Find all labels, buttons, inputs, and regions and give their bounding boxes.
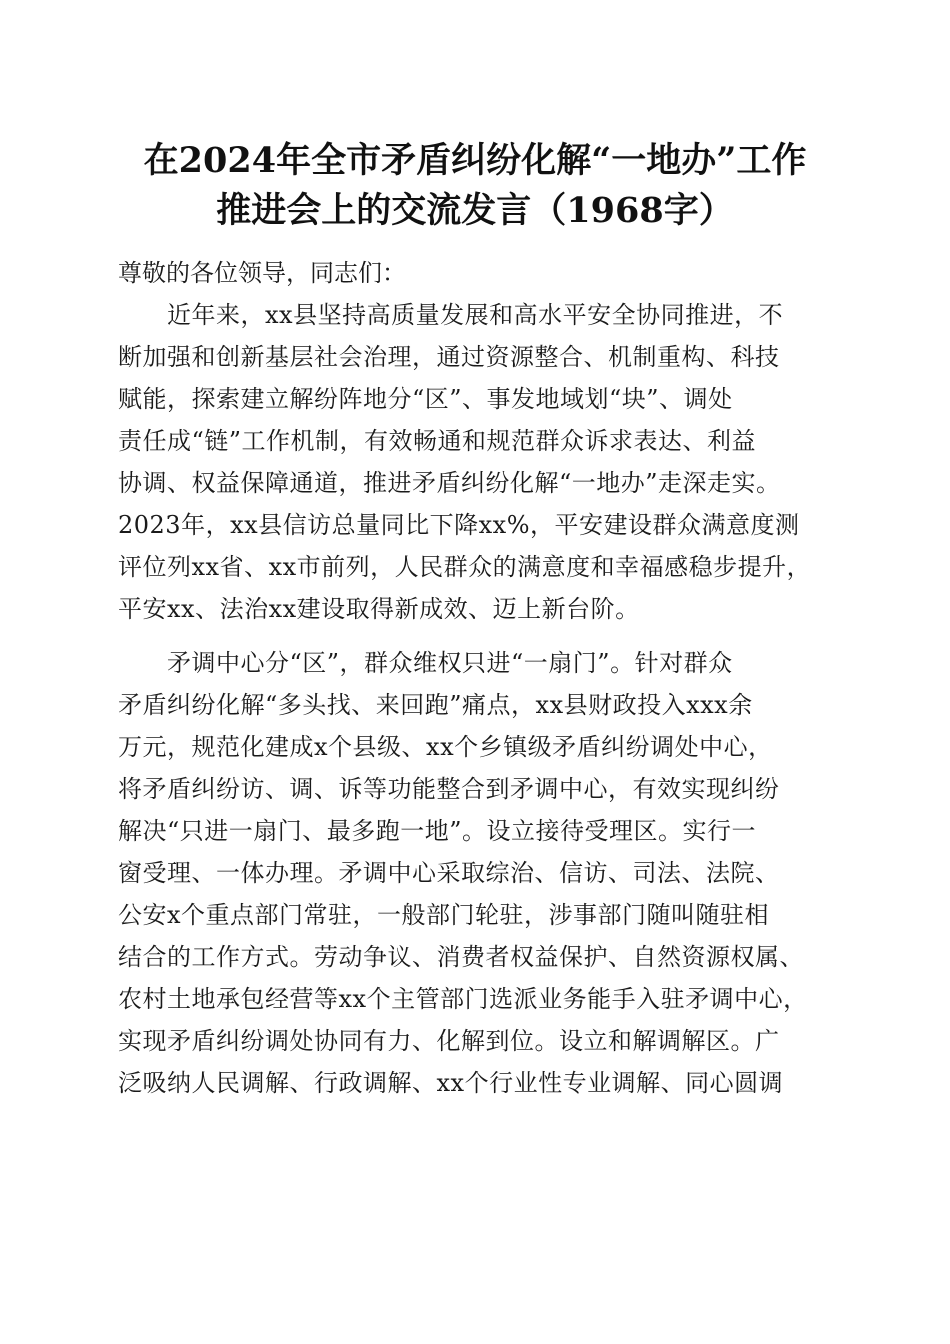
text-line: 平安xx、法治xx建设取得新成效、迈上新台阶。: [118, 595, 640, 623]
text-line: 将矛盾纠纷访、调、诉等功能整合到矛调中心，有效实现纠纷: [118, 775, 780, 803]
title-line-2: 推进会上的交流发言（1968字）: [216, 190, 734, 231]
text-line: 协调、权益保障通道，推进矛盾纠纷化解“一地办”走深走实。: [118, 469, 781, 497]
document-title: [100, 136, 850, 236]
text-line: 2023年，xx县信访总量同比下降xx%，平安建设群众满意度测: [118, 511, 800, 539]
text-line: 赋能，探索建立解纷阵地分“区”、事发地域划“块”、调处: [118, 385, 733, 413]
title-line-1: 在2024年全市矛盾纠纷化解“一地办”工作: [143, 140, 807, 181]
text-line: 责任成“链”工作机制，有效畅通和规范群众诉求表达、利益: [118, 427, 757, 455]
document-body: [118, 252, 838, 1104]
text-line: 公安x个重点部门常驻，一般部门轮驻，涉事部门随叫随驻相: [118, 901, 770, 929]
text-line: 近年来，xx县坚持高质量发展和高水平安全协同推进，不: [118, 301, 784, 329]
text-line: 矛盾纠纷化解“多头找、来回跑”痛点，xx县财政投入xxx余: [118, 691, 753, 719]
paragraph-2: [118, 642, 838, 1104]
paragraph-gap: [118, 630, 838, 642]
text-line: 万元，规范化建成x个县级、xx个乡镇级矛盾纠纷调处中心，: [118, 733, 773, 761]
text-line: 泛吸纳人民调解、行政调解、xx个行业性专业调解、同心圆调: [118, 1069, 784, 1097]
text-line: 矛调中心分“区”，群众维权只进“一扇门”。针对群众: [118, 649, 733, 677]
text-line: 窗受理、一体办理。矛调中心采取综治、信访、司法、法院、: [118, 859, 780, 887]
text-line: 断加强和创新基层社会治理，通过资源整合、机制重构、科技: [118, 343, 780, 371]
salutation: 尊敬的各位领导，同志们：: [118, 259, 406, 287]
paragraph-1: [118, 294, 838, 630]
text-line: 解决“只进一扇门、最多跑一地”。设立接待受理区。实行一: [118, 817, 757, 845]
text-line: 评位列xx省、xx市前列，人民群众的满意度和幸福感稳步提升，: [118, 553, 812, 581]
text-line: 实现矛盾纠纷调处协同有力、化解到位。设立和解调解区。广: [118, 1027, 780, 1055]
text-line: 农村土地承包经营等xx个主管部门选派业务能手入驻矛调中心，: [118, 985, 808, 1013]
text-line: 结合的工作方式。劳动争议、消费者权益保护、自然资源权属、: [118, 943, 804, 971]
